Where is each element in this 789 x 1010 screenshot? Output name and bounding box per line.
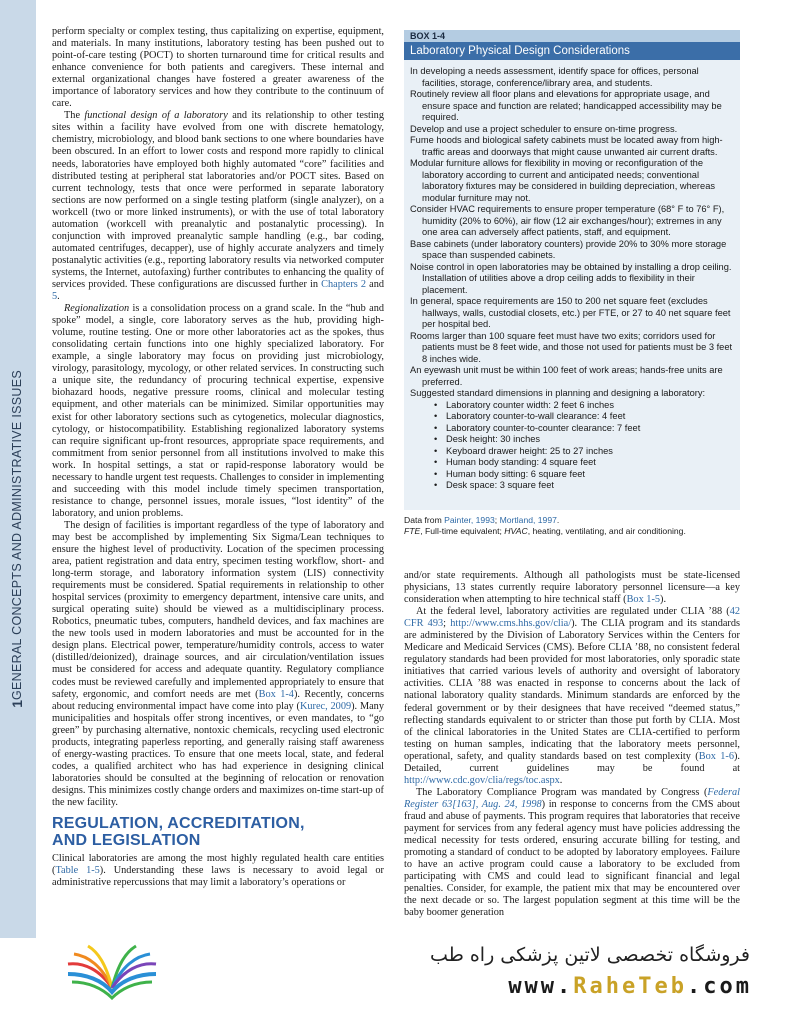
box-link[interactable]: Box 1-5 xyxy=(626,594,661,606)
ad-banner[interactable] xyxy=(0,938,789,1010)
list-item: • Laboratory counter-to-wall clearance: 4 feet xyxy=(434,411,736,423)
box-body xyxy=(410,66,736,492)
box-link[interactable]: Box 1-6 xyxy=(698,750,734,762)
box-item: Noise control in open laboratories may be obtained by installing a drop ceiling. Installation of utilities above a drop ceiling adds to flexibility in their placement. xyxy=(410,261,732,295)
box-title: Laboratory Physical Design Considerations xyxy=(404,42,740,60)
book-logo-icon xyxy=(62,944,162,1002)
chapter-sidebar xyxy=(0,0,36,940)
list-item: • Desk height: 30 inches xyxy=(434,434,736,446)
url-link[interactable]: http://www.cms.hhs.gov/clia/ xyxy=(450,618,572,630)
box-1-4 xyxy=(404,30,740,510)
citation-link[interactable]: Painter, 1993 xyxy=(444,515,495,525)
chapter-number: 1 xyxy=(9,700,25,708)
left-column xyxy=(52,26,384,889)
citation-link[interactable]: 42 CFR 493 xyxy=(404,606,740,630)
chapter-link[interactable]: Chapters 2 xyxy=(321,278,367,290)
box-item: In developing a needs assessment, identify space for offices, personal facilities, storage, conference/library area, and students. xyxy=(410,66,699,88)
list-item: • Keyboard drawer height: 25 to 27 inches xyxy=(434,446,736,458)
box-item: Consider HVAC requirements to ensure proper temperature (68° F to 76° F), humidity (20% to 60%), air flow (12 air exchanges/hour); extremes in any one area can adversely affect patients, staff, and equipment. xyxy=(410,204,725,237)
paragraph: The functional design of a laboratory and its relationship to other testing sites within a facility have evolved from one with discrete hematology, chemistry, microbiology, and blood bank sections to one where boundaries have been obscured. In an effort to lower costs and respond more rapidly to clinical needs, laboratories have employed both highly automated “core” facilities and distributed testing at peripheral stat laboratories and/or POCT sites. Based on current technology, tests that once were performed in separate laboratory sections are now performed on a single testing platform (single analyzer), on a workcell (two or more linked instruments), or with the use of total laboratory automation (workcell with preanalytic and postanalytic processing). In conjunction with improved preanalytic sample handling (e.g., bar coding, automated centrifuges, decapper), use of highly accurate analyzers and timely postanalytic activities (e.g., reporting laboratory results via networked computer systems, the Internet, autofaxing) further contributes to enhancing the quality of services provided. These configurations are discussed further in Chapters 2 and 5. xyxy=(52,110,384,303)
paragraph: and/or state requirements. Although all pathologists must be state-licensed physicians, 13 states currently require laboratory personnel licensure—a key consideration when attempting to hire technical staff (Box 1-5). xyxy=(404,570,740,606)
section-heading: REGULATION, ACCREDITATION, AND LEGISLATION xyxy=(52,815,305,850)
box-footnote xyxy=(404,515,740,537)
list-item: • Laboratory counter-to-counter clearance: 7 feet xyxy=(434,423,736,435)
right-column xyxy=(404,570,740,919)
sidebar-content xyxy=(4,18,30,718)
emphasis: functional design of a laboratory xyxy=(84,110,228,122)
citation-link[interactable]: Mortland, 1997 xyxy=(499,515,557,525)
paragraph: Regionalization is a consolidation process on a grand scale. In the “hub and spoke” model, a single, core laboratory serves as the hub, providing high-volume, routine testing. One or more other laboratories act as the spokes, thus consolidating certain functions into one highly specialized laboratory. For example, a single laboratory may focus on providing just microbiology, virology, parasitology, mycology, or other related services. In constructing such a unique site, the redundancy of procuring technical expertise, expensive biohazard hoods, negative pressure rooms, clinical and molecular testing equipment, and other materials can be minimized. Similar opportunities may exist for other laboratory sections such as cytogenetics, molecular diagnostics, cytology, or histocompatibility. Establishing regionalized laboratory systems can require significant up-front resources, appropriate space requirements, and commitment from senior personnel from all institutions involved to make this work. In hospital settings, a stat or rapid-response laboratory would be necessary to handle urgent test requests. Challenges to consider in implementing and succeeding with this model include timely specimen transportation, resistance to change, personnel issues, morale issues, “lost identity” of the laboratory, and union problems. xyxy=(52,303,384,519)
citation-link[interactable]: Federal Register 63[163], Aug. 24, 1998 xyxy=(404,786,740,810)
box-item: Base cabinets (under laboratory counters) provide 20% to 30% more storage space than suspended cabinets. xyxy=(410,238,727,260)
store-name: فروشگاه تخصصی لاتین پزشکی راه طب xyxy=(430,944,750,966)
store-url[interactable]: www.RaheTeb.com xyxy=(508,974,752,999)
box-item: Rooms larger than 100 square feet must have two exits; corridors used for patients must be 8 feet wide, and those not used for patients must be 3 feet 8 inches wide. xyxy=(410,330,733,364)
citation-link[interactable]: Kurec, 2009 xyxy=(299,700,352,712)
paragraph: The design of facilities is important regardless of the type of laboratory and may best be accomplished by implementing Six Sigma/Lean techniques to ensure the highest level of productivity. Location of the specimen processing area, patient registration and data entry, specimen testing workflow, short- and long-term storage, and laboratory information system (LIS) connectivity requirements must be considered. Spatial requirements in relationship to other hospital services (proximity to emergency department, intensive care units, and surgical operating suite) should be viewed as a multidisciplinary process. Robotics, pneumatic tubes, computers, handheld devices, and fax machines are the new tools used in modern laboratories and must be accounted for in the design plans. Electrical power, temperature/humidity controls, access to water (distilled/deionized), drainage sources, and air circulation/ventilation issues must be considered for access and adequate quantity. Regulatory compliance codes must be reviewed carefully and implemented appropriately to ensure that safety, ergonomic, and comfort needs are met (Box 1-4). Recently, concerns about reducing environmental impact have come into play (Kurec, 2009). Many municipalities and hospitals offer strong incentives, or even mandates, to “go green” by purchasing alternative, nontoxic chemicals, recycling used electronic products, integrating paperless reporting, and generally raising staff awareness of energy-wasting practices. To ensure that one meets local, state, and federal codes, a qualified architect who has had experience in designing clinical laboratories should be consulted at the beginning of relocation or renovation designs. This minimizes costly change orders and maximizes on-time start-up of the new facility. xyxy=(52,519,384,808)
chapter-link[interactable]: 5 xyxy=(52,291,58,303)
dimension-list xyxy=(410,400,736,492)
paragraph: At the federal level, laboratory activities are regulated under CLIA ’88 (42 CFR 493; http://www.cms.hhs.gov/clia/). The CLIA program and its standards are administered by the Division of Laboratory Services within the Centers for Medicare and Medicaid Services (CMS). Before CLIA ’88, no consistent federal regulatory standards had been provided for most laboratories, only sporadic state initiatives that carried various levels of authority and oversight of laboratory activities. CLIA ’88 was enacted in response to concerns about the lack of national laboratory quality standards. Minimum standards are enforced by the federal government or by their designees that have received “deemed status,” reflecting standards equivalent to or stricter than those put forth by CLIA. Most of the clinical laboratories in the United States are CLIA-certified to perform testing on human samples, indicating that the laboratory meets personnel, operational, safety, and quality standards based on test complexity (Box 1-6). Detailed, current guidelines may be found at http://www.cdc.gov/clia/regs/toc.aspx. xyxy=(404,606,741,786)
box-item: Routinely review all floor plans and elevations for appropriate usage, and ensure space and function are related; handicapped accessibility may be required. xyxy=(410,89,722,122)
box-item: An eyewash unit must be within 100 feet of work areas; hands-free units are preferred. xyxy=(410,365,723,387)
box-item: Suggested standard dimensions in planning and designing a laboratory: xyxy=(410,388,706,398)
url-link[interactable]: http://www.cdc.gov/clia/regs/toc.aspx xyxy=(404,774,560,786)
source-note: Data from Painter, 1993; Mortland, 1997. xyxy=(404,515,560,525)
box-item: Modular furniture allows for flexibility in moving or reconfiguration of the laboratory according to current and anticipated needs; conventional laboratory fixtures may be considered in building depreciation, whereas modular furniture may not. xyxy=(410,158,716,203)
abbreviation-note: FTE, Full-time equivalent; HVAC, heating, ventilating, and air conditioning. xyxy=(404,526,686,536)
table-link[interactable]: Table 1-5 xyxy=(55,865,100,877)
paragraph: The Laboratory Compliance Program was mandated by Congress (Federal Register 63[163], Aug. 24, 1998) in response to concerns from the CMS about fraud and abuse of payments. This program requires that laboratories that receive payment for services from any federal agency must have policies addressing the medical necessity for tests ordered, ensuring accurate billing for testing, and promoting a standard of conduct to be adopted by laboratory employees. Failure to have an active program could cause a laboratory to be excluded from participating with CMS and could lead to significant financial and legal penalties. Consider, for example, the patient mix that may be encountered over the next decade or so. The largest population segment at this time will be the baby boomer generation xyxy=(404,786,740,919)
box-item: In general, space requirements are 150 to 200 net square feet (excludes hallways, walls, custodial closets, etc.) per FTE, or 27 to 40 net square feet per hospital bed. xyxy=(410,296,731,329)
box-link[interactable]: Box 1-4 xyxy=(258,688,294,700)
box-tag: BOX 1-4 xyxy=(404,30,740,42)
list-item: • Laboratory counter width: 2 feet 6 inches xyxy=(434,400,736,412)
list-item: • Human body sitting: 6 square feet xyxy=(434,469,736,481)
box-item: Fume hoods and biological safety cabinets must be located away from high-traffic areas and doorways that might cause unwanted air current drafts. xyxy=(410,135,723,157)
emphasis: Regionalization xyxy=(64,303,130,315)
paragraph: perform specialty or complex testing, thus capitalizing on expertise, equipment, and materials. In many institutions, laboratory testing has been pushed out to point-of-care testing (POCT) to shorten turnaround time for critical results and enhance convenience for both patients and caregivers. These internal and external organizational changes have fostered a greater awareness of the importance of laboratory services and how they contribute to the continuum of care. xyxy=(52,26,384,110)
paragraph: Clinical laboratories are among the most highly regulated health care entities (Table 1-5). Understanding these laws is necessary to avoid legal or administrative repercussions that may limit a laboratory’s operations or xyxy=(52,853,384,889)
list-item: • Human body standing: 4 square feet xyxy=(434,457,736,469)
list-item: • Desk space: 3 square feet xyxy=(434,480,736,492)
box-item: Develop and use a project scheduler to ensure on-time progress. xyxy=(410,123,678,134)
section-title: GENERAL CONCEPTS AND ADMINISTRATIVE ISSUES xyxy=(10,370,24,701)
